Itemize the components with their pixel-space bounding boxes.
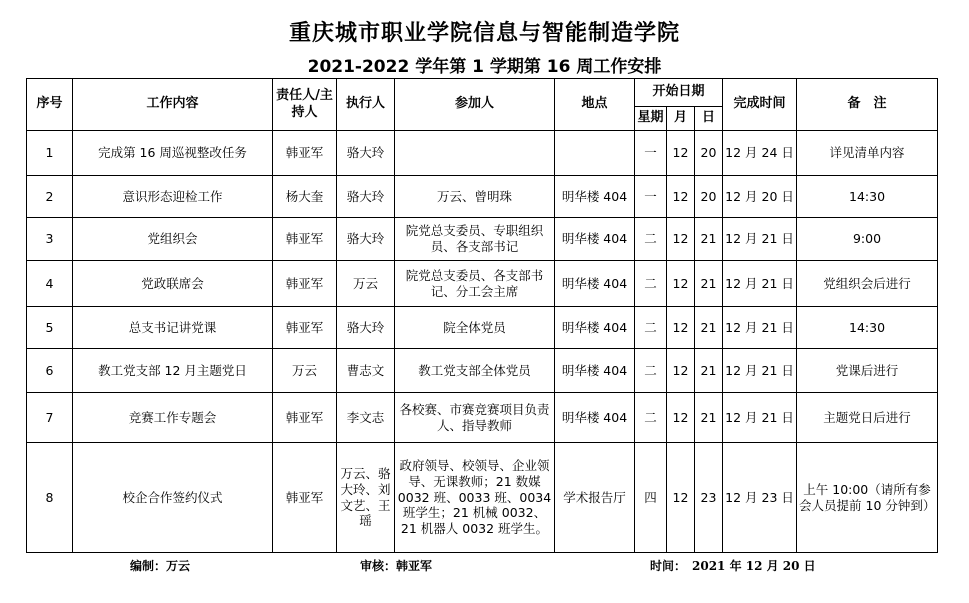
document-subtitle: 2021-2022 学年第 1 学期第 16 周工作安排: [307, 57, 662, 77]
cell-day: 20: [695, 131, 723, 176]
cell-month: 12: [667, 261, 695, 307]
cell-location: 明华楼 404: [555, 176, 635, 218]
cell-participants: 政府领导、校领导、企业领导、无课教师；21 数媒 0032 班、0033 班、0034 班学生；21 机械 0032、21 机器人 0032 班学生。: [395, 443, 555, 553]
cell-weekday: 一: [635, 131, 667, 176]
cell-task: 总支书记讲党课: [73, 307, 273, 349]
table-row: [27, 393, 938, 443]
cell-remark: 9:00: [797, 218, 938, 261]
col-header-no: 序号: [27, 79, 73, 131]
col-header-start-date: 开始日期: [635, 79, 723, 107]
cell-no: 2: [27, 176, 73, 218]
cell-owner: 杨大奎: [273, 176, 337, 218]
header-row: [27, 79, 938, 107]
cell-executor: 万云: [337, 261, 395, 307]
cell-finish: 12 月 23 日: [723, 443, 797, 553]
cell-executor: 骆大玲: [337, 176, 395, 218]
cell-finish: 12 月 21 日: [723, 218, 797, 261]
cell-executor: 骆大玲: [337, 218, 395, 261]
cell-no: 3: [27, 218, 73, 261]
cell-task: 党政联席会: [73, 261, 273, 307]
cell-finish: 12 月 20 日: [723, 176, 797, 218]
cell-participants: 教工党支部全体党员: [395, 349, 555, 393]
cell-weekday: 二: [635, 261, 667, 307]
document-title: 重庆城市职业学院信息与智能制造学院: [288, 21, 680, 46]
table-row: [27, 307, 938, 349]
cell-owner: 韩亚军: [273, 218, 337, 261]
cell-remark: 党课后进行: [797, 349, 938, 393]
cell-month: 12: [667, 307, 695, 349]
cell-weekday: 四: [635, 443, 667, 553]
cell-finish: 12 月 24 日: [723, 131, 797, 176]
col-header-finish: 完成时间: [723, 79, 797, 131]
cell-executor: 李文志: [337, 393, 395, 443]
cell-executor: 万云、骆大玲、刘文艺、王瑶: [337, 443, 395, 553]
cell-day: 21: [695, 307, 723, 349]
cell-participants: 院党总支委员、各支部书记、分工会主席: [395, 261, 555, 307]
cell-owner: 韩亚军: [273, 131, 337, 176]
table-row: [27, 131, 938, 176]
cell-finish: 12 月 21 日: [723, 393, 797, 443]
cell-month: 12: [667, 443, 695, 553]
cell-month: 12: [667, 176, 695, 218]
cell-participants: 院全体党员: [395, 307, 555, 349]
col-header-executor: 执行人: [337, 79, 395, 131]
cell-no: 4: [27, 261, 73, 307]
cell-location: 学术报告厅: [555, 443, 635, 553]
col-header-weekday: 星期: [635, 107, 667, 131]
cell-finish: 12 月 21 日: [723, 307, 797, 349]
cell-participants: 院党总支委员、专职组织员、各支部书记: [395, 218, 555, 261]
cell-weekday: 一: [635, 176, 667, 218]
cell-weekday: 二: [635, 218, 667, 261]
table-row: [27, 349, 938, 393]
cell-remark: 上午 10:00（请所有参会人员提前 10 分钟到）: [797, 443, 938, 553]
cell-owner: 韩亚军: [273, 261, 337, 307]
col-header-task: 工作内容: [73, 79, 273, 131]
cell-executor: 骆大玲: [337, 307, 395, 349]
schedule-table: [26, 78, 938, 553]
cell-location: 明华楼 404: [555, 393, 635, 443]
cell-no: 7: [27, 393, 73, 443]
cell-no: 6: [27, 349, 73, 393]
cell-task: 教工党支部 12 月主题党日: [73, 349, 273, 393]
cell-remark: 详见清单内容: [797, 131, 938, 176]
cell-month: 12: [667, 131, 695, 176]
cell-owner: 韩亚军: [273, 307, 337, 349]
col-header-owner: 责任人/主持人: [273, 79, 337, 131]
cell-task: 意识形态迎检工作: [73, 176, 273, 218]
cell-no: 1: [27, 131, 73, 176]
cell-finish: 12 月 21 日: [723, 261, 797, 307]
cell-month: 12: [667, 218, 695, 261]
cell-weekday: 二: [635, 349, 667, 393]
cell-executor: 骆大玲: [337, 131, 395, 176]
cell-location: [555, 131, 635, 176]
cell-remark: 14:30: [797, 307, 938, 349]
cell-day: 21: [695, 218, 723, 261]
footer-editor: 编制：万云: [130, 559, 191, 573]
cell-finish: 12 月 21 日: [723, 349, 797, 393]
table-row: [27, 443, 938, 553]
cell-no: 5: [27, 307, 73, 349]
cell-task: 校企合作签约仪式: [73, 443, 273, 553]
cell-task: 竞赛工作专题会: [73, 393, 273, 443]
table-row: [27, 218, 938, 261]
col-header-day: 日: [695, 107, 723, 131]
cell-remark: 主题党日后进行: [797, 393, 938, 443]
cell-participants: 万云、曾明珠: [395, 176, 555, 218]
footer-date: 时间： 2021 年 12 月 20 日: [650, 559, 816, 573]
cell-weekday: 二: [635, 307, 667, 349]
cell-month: 12: [667, 349, 695, 393]
col-header-remark: 备 注: [797, 79, 938, 131]
table-row: [27, 176, 938, 218]
col-header-location: 地点: [555, 79, 635, 131]
col-header-participants: 参加人: [395, 79, 555, 131]
cell-task: 完成第 16 周巡视整改任务: [73, 131, 273, 176]
cell-location: 明华楼 404: [555, 349, 635, 393]
cell-weekday: 二: [635, 393, 667, 443]
cell-location: 明华楼 404: [555, 261, 635, 307]
cell-owner: 韩亚军: [273, 443, 337, 553]
cell-owner: 韩亚军: [273, 393, 337, 443]
cell-task: 党组织会: [73, 218, 273, 261]
col-header-month: 月: [667, 107, 695, 131]
cell-executor: 曹志文: [337, 349, 395, 393]
cell-day: 21: [695, 349, 723, 393]
cell-participants: 各校赛、市赛竞赛项目负责人、指导教师: [395, 393, 555, 443]
cell-no: 8: [27, 443, 73, 553]
cell-owner: 万云: [273, 349, 337, 393]
cell-day: 21: [695, 393, 723, 443]
cell-day: 21: [695, 261, 723, 307]
cell-remark: 14:30: [797, 176, 938, 218]
cell-participants: [395, 131, 555, 176]
table-row: [27, 261, 938, 307]
cell-day: 23: [695, 443, 723, 553]
cell-location: 明华楼 404: [555, 218, 635, 261]
cell-remark: 党组织会后进行: [797, 261, 938, 307]
footer-reviewer: 审核：韩亚军: [360, 559, 433, 573]
cell-month: 12: [667, 393, 695, 443]
cell-location: 明华楼 404: [555, 307, 635, 349]
cell-day: 20: [695, 176, 723, 218]
